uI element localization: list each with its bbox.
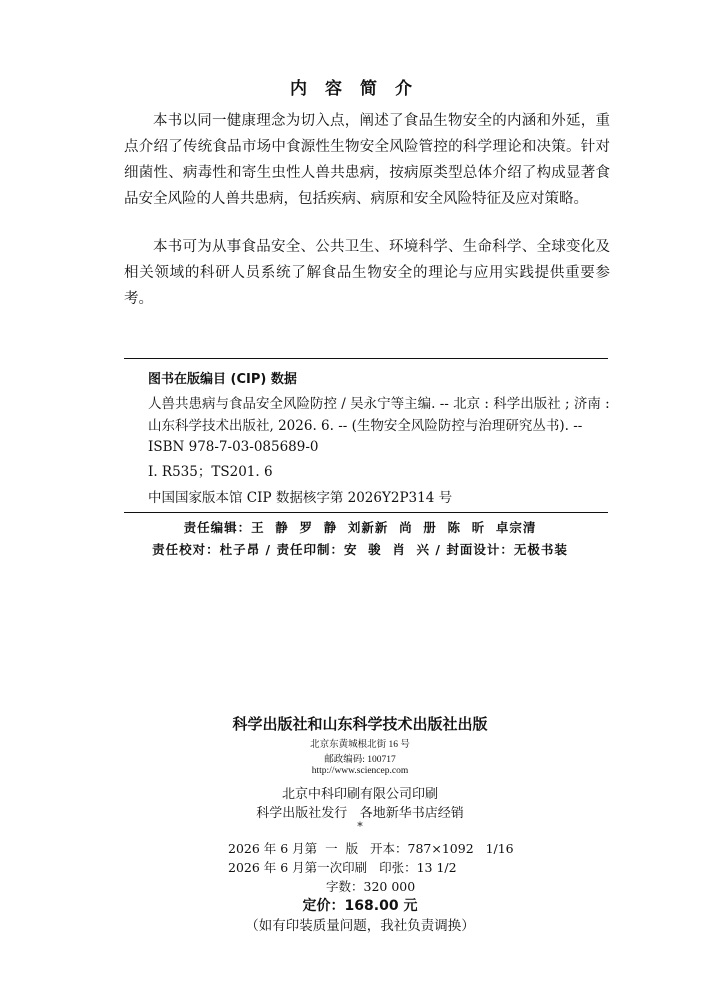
publisher-line: 科学出版社和山东科学技术出版社出版 xyxy=(232,715,488,733)
proofreader-line: 责任校对：杜子昂 / 责任印制：安 骏 肖 兴 / 封面设计：无极书装 xyxy=(152,542,568,557)
distribution-line: 科学出版社发行 各地新华书店经销 xyxy=(256,806,464,821)
publisher-url: http://www.sciencep.com xyxy=(311,766,409,776)
printing-line: 2026 年 6 月第一次印刷 印张：13 1/2 xyxy=(228,860,457,875)
cip-approval-number: 中国国家版本馆 CIP 数据核字第 2026Y2P314 号 xyxy=(148,490,453,506)
postcode: 邮政编码: 100717 xyxy=(324,755,396,765)
publisher-address: 北京东黄城根北街 16 号 xyxy=(310,740,410,750)
intro-paragraph-2: 本书可为从事食品安全、公共卫生、环境科学、生命科学、全球变化及相关领域的科研人员系统了解食品生物安全的理论与应用实践提供重要参考。 xyxy=(124,239,610,307)
edition-line: 2026 年 6 月第 一 版 开本：787×1092 1/16 xyxy=(228,841,514,856)
cip-bottom-rule xyxy=(124,512,608,513)
price: 定价：168.00 元 xyxy=(302,898,418,914)
intro-paragraph-1: 本书以同一健康理念为切入点，阐述了食品生物安全的内涵和外延，重点介绍了传统食品市场中食源性生物安全风险管控的科学理论和决策。针对细菌性、病毒性和寄生虫性人兽共患病，按病原类型总体介绍了构成显著食品安全风险的人兽共患病，包括疾病、病原和安全风险特征及应对策略。 xyxy=(124,113,610,207)
printer-line: 北京中科印刷有限公司印刷 xyxy=(281,787,438,802)
cip-classification: Ⅰ. R535；TS201. 6 xyxy=(148,464,273,480)
cip-record: 人兽共患病与食品安全风险防控 / 吴永宁等主编. -- 北京 : 科学出版社 ; 济南 : 山东科学技术出版社, 2026. 6. -- (生物安全风险防控与治理研究丛书). -- ISBN 978-7-03-085689-0 xyxy=(148,396,610,455)
separator-star: * xyxy=(357,820,363,833)
page-title: 内容简介 xyxy=(290,79,430,99)
cip-heading: 图书在版编目 (CIP) 数据 xyxy=(148,372,297,387)
word-count: 字数：320 000 xyxy=(326,879,416,894)
quality-note: （如有印装质量问题，我社负责调换） xyxy=(245,918,475,934)
cip-top-rule xyxy=(124,358,608,359)
editors-line: 责任编辑：王 静 罗 静 刘新新 尚 册 陈 昕 卓宗清 xyxy=(183,520,537,535)
